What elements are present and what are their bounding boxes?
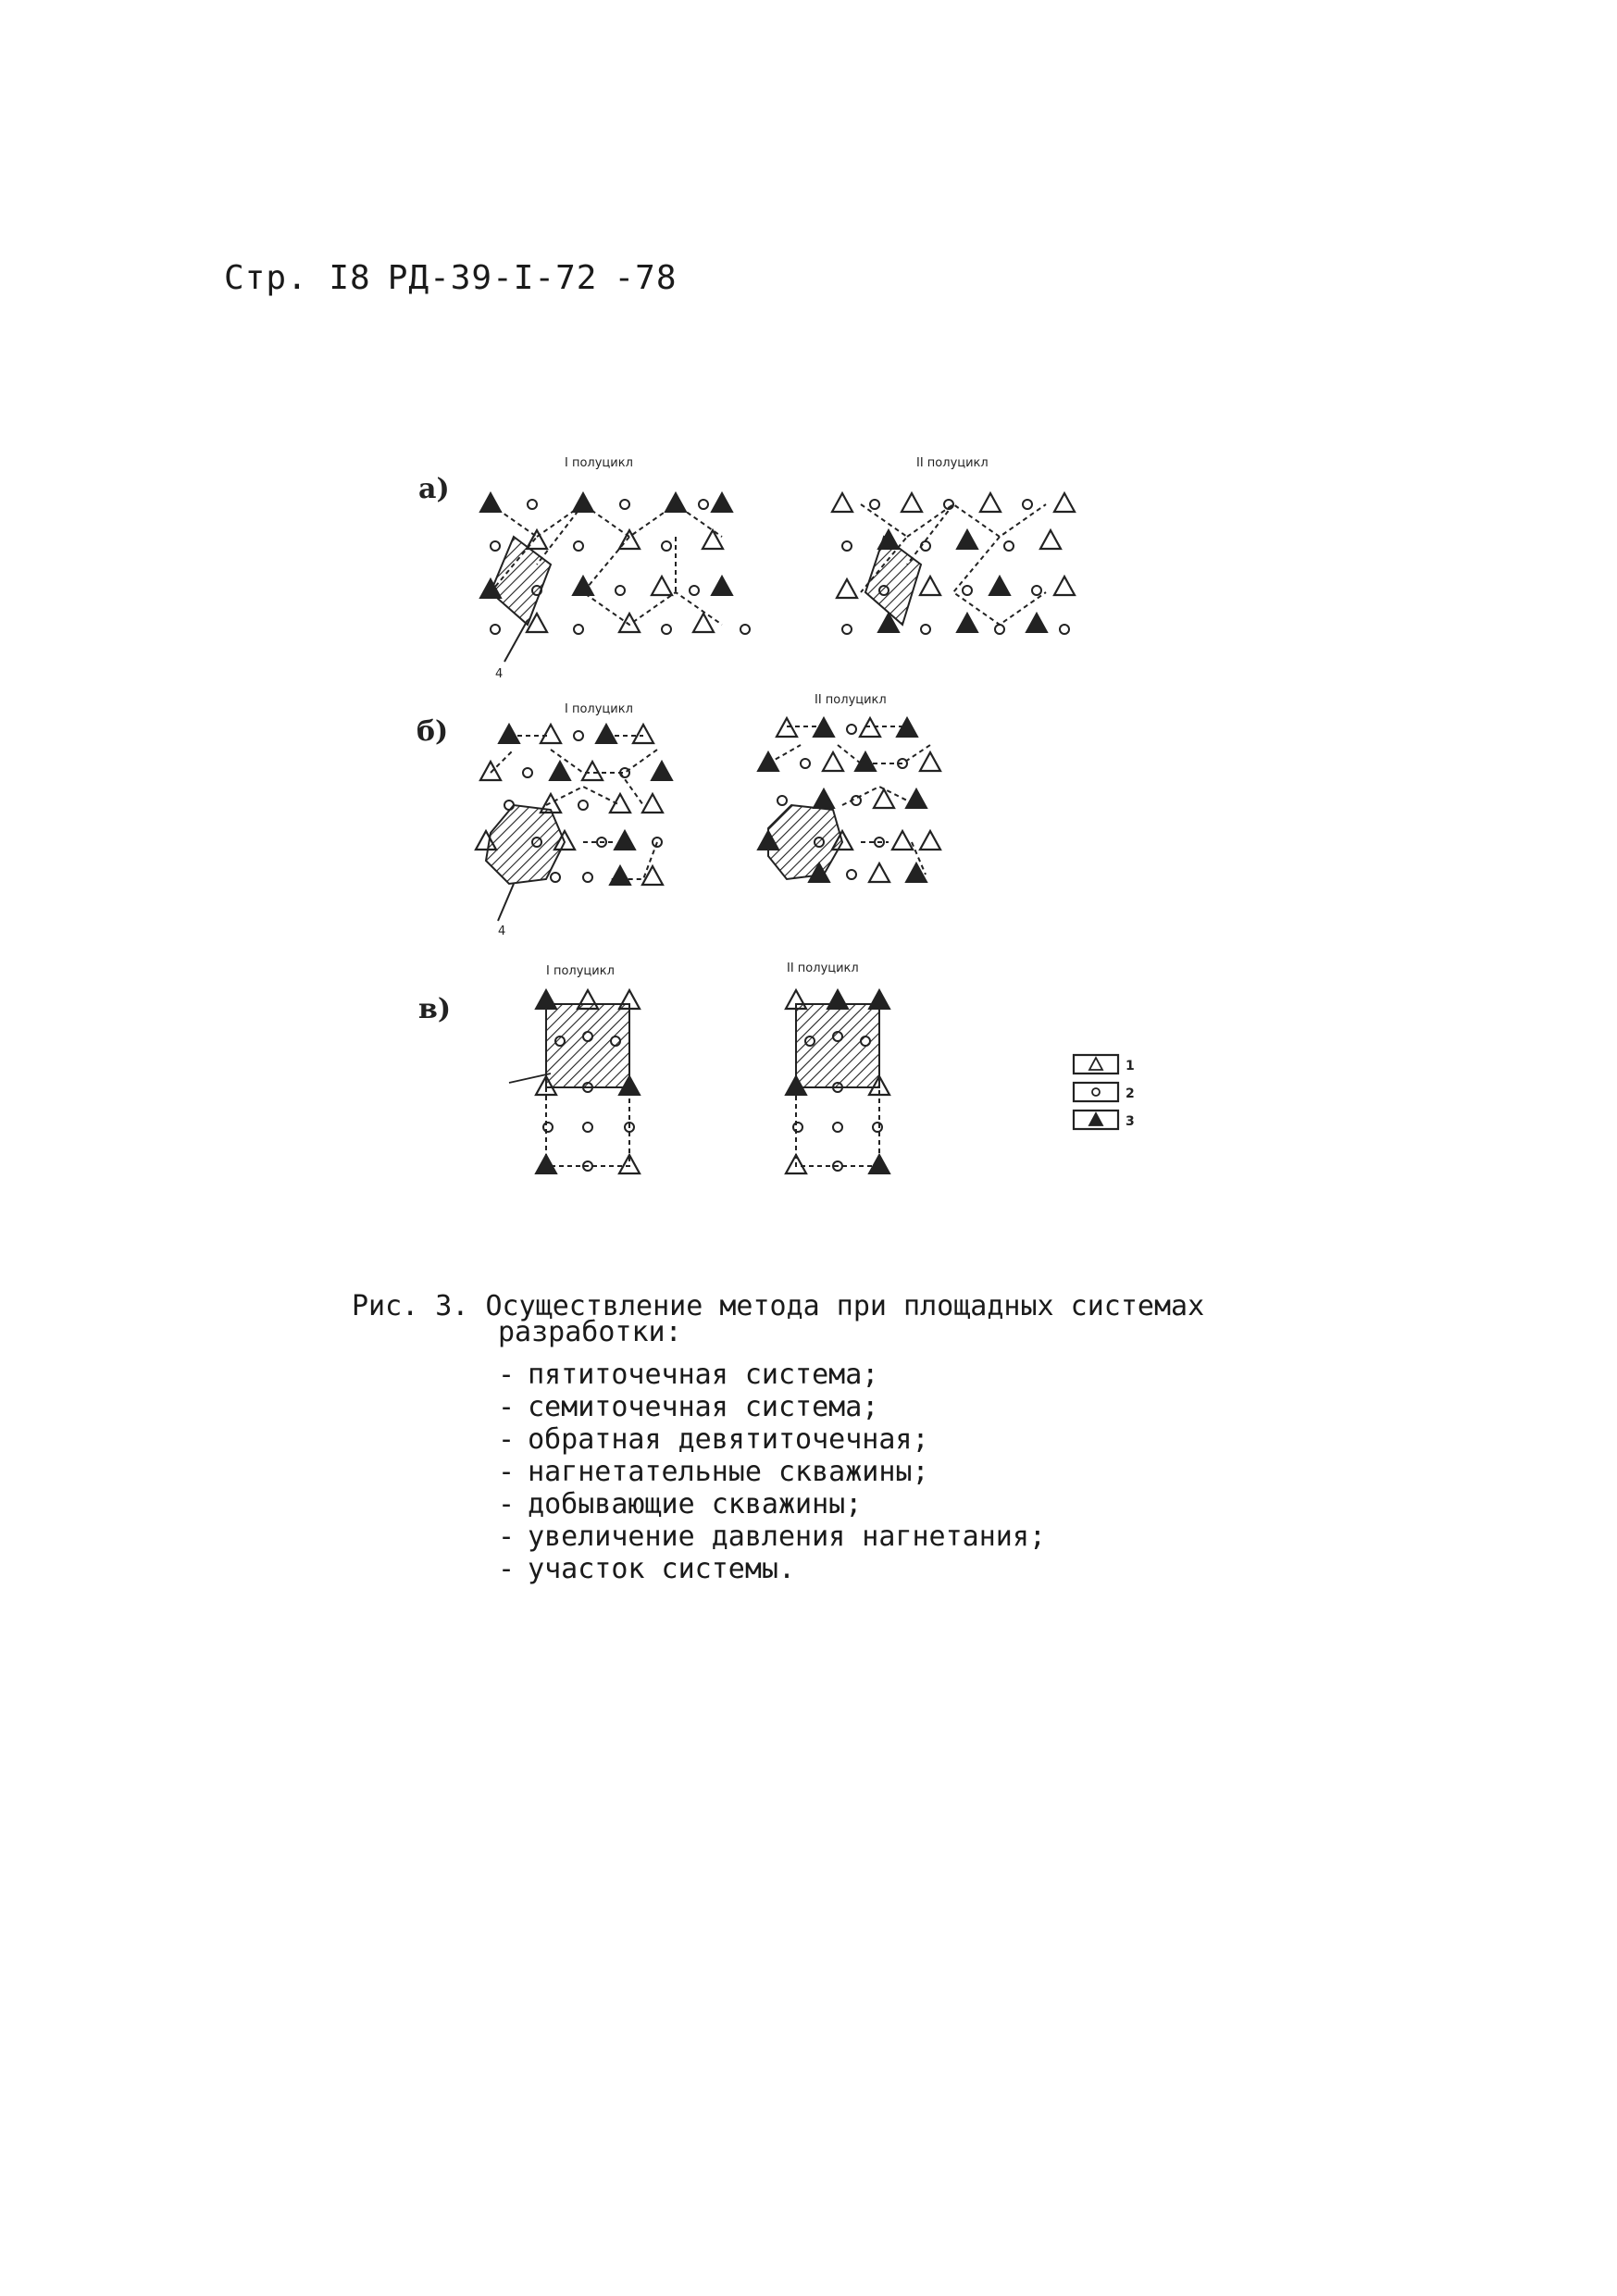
caption-item: - семиточечная система; (498, 1391, 879, 1423)
panel-b-marker: 4 (498, 925, 506, 938)
legend-number-2: 2 (1126, 1086, 1135, 1101)
caption-item: - обратная девятиточечная; (498, 1423, 929, 1456)
caption-item: - участок системы. (498, 1553, 796, 1585)
panel-a-half2-title: II полуцикл (916, 456, 989, 470)
document-year: -78 (614, 259, 678, 297)
panel-a-half1-title: I полуцикл (565, 456, 633, 470)
panel-c-half1-title: I полуцикл (546, 964, 615, 978)
panel-c-half2-pattern (786, 990, 889, 1173)
figure-legend (1074, 1055, 1135, 1129)
system-section-b1 (486, 805, 565, 884)
legend-box-2 (1074, 1083, 1118, 1101)
panel-c-letter: в) (418, 993, 452, 1025)
panel-c-half1-pattern (509, 990, 640, 1173)
panel-b-letter: б) (417, 715, 449, 748)
panel-a-half2-pattern (832, 493, 1075, 634)
figure-3 (398, 435, 1287, 1268)
caption-item: - увеличение давления нагнетания; (498, 1520, 1046, 1553)
caption-items (352, 1359, 1370, 1585)
panel-a-letter: а) (418, 473, 450, 505)
well-pattern-diagram (398, 435, 1287, 1268)
caption-item: - пятиточечная система; (498, 1359, 879, 1391)
document-code: РД-39-I-72 (387, 259, 598, 297)
caption-item: - добывающие скважины; (498, 1488, 863, 1520)
legend-number-3: 3 (1126, 1114, 1135, 1129)
system-section-b2 (768, 805, 842, 879)
caption-title-line2: разработки: (498, 1316, 682, 1348)
panel-b-half1-pattern (476, 725, 672, 938)
page-number: Стр. I8 (224, 259, 371, 297)
panel-a-half1-pattern (480, 493, 750, 681)
caption-title: Осуществление метода при площадных системах (485, 1290, 1205, 1322)
page-header (224, 259, 694, 297)
figure-caption (352, 1290, 1370, 1585)
panel-b-half1-title: I полуцикл (565, 702, 633, 716)
caption-item: - нагнетательные скважины; (498, 1456, 929, 1488)
panel-c-half2-title: II полуцикл (787, 962, 859, 975)
panel-a-marker: 4 (495, 667, 504, 681)
system-section-a2 (865, 537, 921, 625)
panel-b-half2-pattern (758, 718, 940, 882)
system-section-a1 (491, 537, 551, 625)
legend-number-1: 1 (1126, 1059, 1135, 1074)
panel-b-half2-title: II полуцикл (815, 693, 887, 707)
caption-label: Рис. 3. (352, 1290, 469, 1322)
